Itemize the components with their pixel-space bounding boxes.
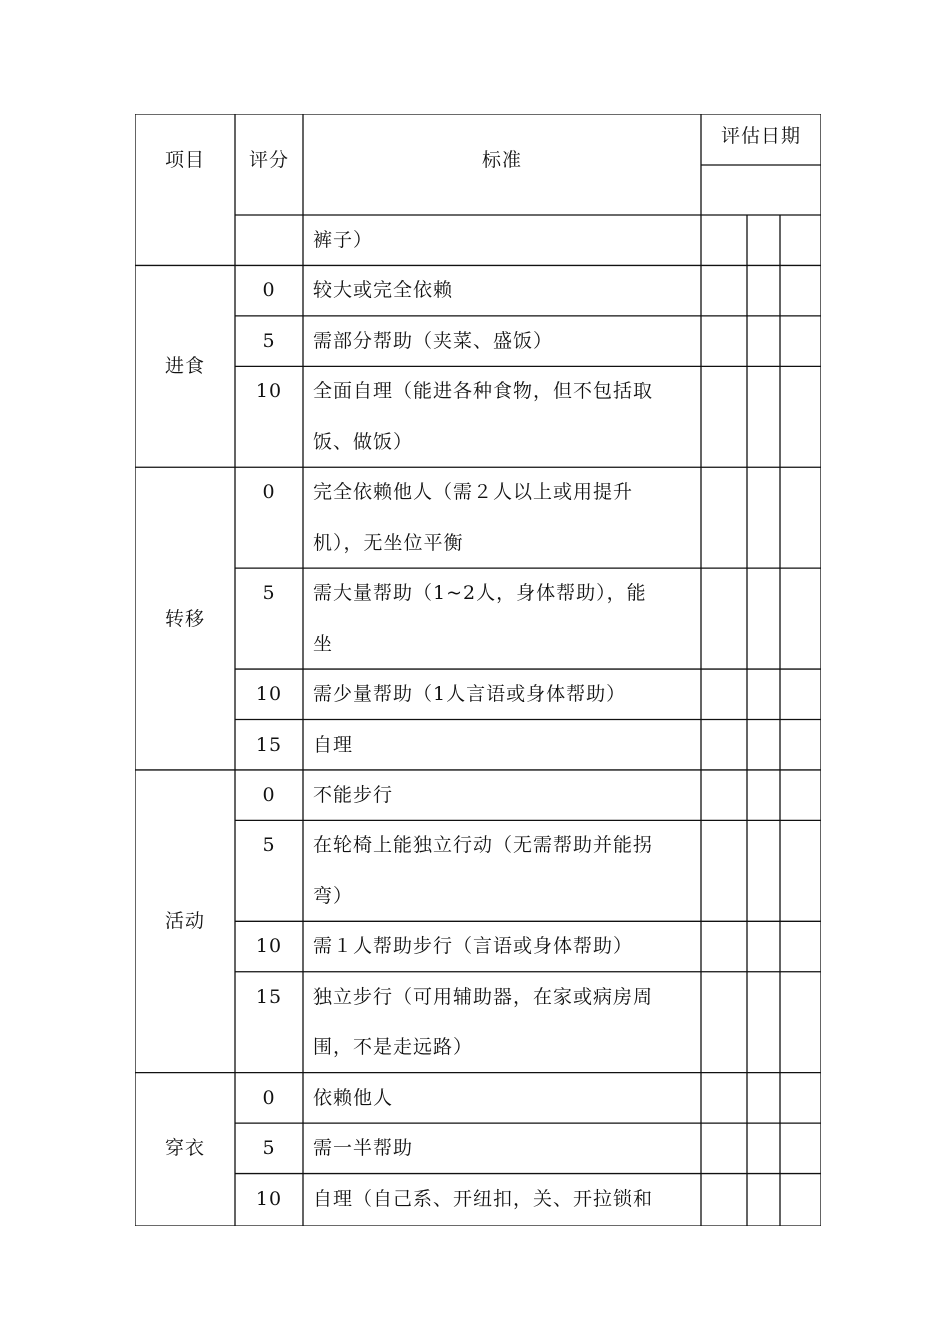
score-cell: 10 — [255, 935, 283, 958]
standard-text: 全面自理（能进各种食物，但不包括取 — [313, 380, 654, 403]
standard-text: 完全依赖他人（需２人以上或用提升 — [313, 481, 634, 504]
score-cell: 10 — [255, 683, 283, 706]
standard-text: 自理（自己系、开纽扣，关、开拉锁和 — [313, 1187, 654, 1210]
score-cell: 5 — [262, 834, 276, 857]
standard-text: 裤子） — [313, 229, 374, 251]
standard-text: 较大或完全依赖 — [313, 279, 454, 302]
standard-text: 自理 — [313, 733, 354, 756]
header-item: 项目 — [164, 149, 205, 171]
standard-text: 需少量帮助（1人言语或身体帮助） — [313, 683, 627, 706]
score-cell: 0 — [262, 1086, 276, 1109]
standard-text: 坐 — [313, 632, 334, 655]
standard-text: 独立步行（可用辅助器，在家或病房周 — [313, 985, 654, 1008]
score-cell: 10 — [255, 380, 283, 403]
standard-text: 饭、做饭） — [313, 430, 414, 453]
standard-text: 在轮椅上能独立行动（无需帮助并能拐 — [313, 834, 654, 857]
header-score: 评分 — [248, 149, 289, 171]
score-cell: 0 — [262, 279, 276, 302]
score-cell: 0 — [262, 783, 276, 806]
score-cell: 15 — [255, 985, 283, 1008]
header-standard: 标准 — [481, 149, 522, 171]
score-cell: 5 — [262, 582, 276, 605]
score-cell: 5 — [262, 1137, 276, 1160]
item-label: 进食 — [164, 355, 205, 378]
standard-text: 需１人帮助步行（言语或身体帮助） — [313, 935, 634, 958]
item-label: 穿衣 — [164, 1137, 205, 1160]
score-cell: 5 — [262, 329, 276, 352]
standard-text: 不能步行 — [313, 783, 394, 806]
standard-text: 需部分帮助（夹菜、盛饭） — [313, 329, 554, 352]
score-cell: 15 — [255, 733, 283, 756]
header-assess-date: 评估日期 — [720, 125, 801, 147]
item-label: 转移 — [164, 607, 205, 630]
score-cell: 0 — [262, 481, 276, 504]
item-label: 活动 — [164, 910, 205, 933]
score-cell: 10 — [255, 1187, 283, 1210]
standard-text: 需大量帮助（1~2人，身体帮助），能 — [313, 582, 647, 605]
standard-text: 弯） — [313, 884, 354, 907]
standard-text: 需一半帮助 — [313, 1137, 414, 1160]
standard-text: 依赖他人 — [313, 1086, 394, 1109]
standard-text: 机），无坐位平衡 — [313, 531, 464, 554]
assessment-table — [135, 114, 821, 1226]
standard-text: 围，不是走远路） — [313, 1036, 474, 1059]
